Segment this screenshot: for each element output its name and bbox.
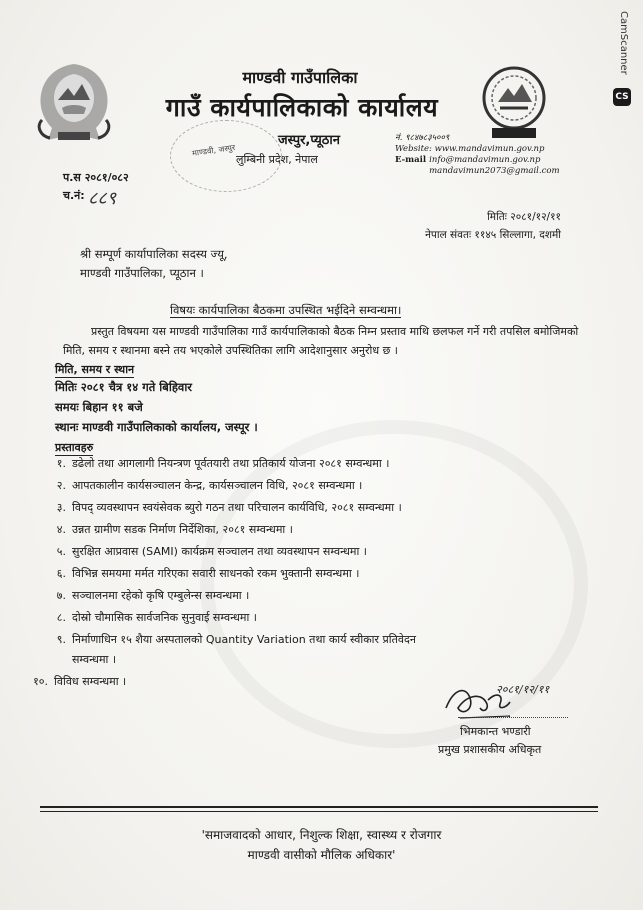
patra-sankhya: प.स २०८१/०८२ bbox=[63, 171, 129, 184]
proposal-number: ६. bbox=[56, 567, 66, 580]
footer-slogan-line-1: 'समाजवादको आधार, निशुल्क शिक्षा, स्वास्थ्य र रोजगार bbox=[201, 828, 442, 842]
footer-rule-thin bbox=[40, 811, 598, 812]
proposal-number: १. bbox=[56, 457, 66, 470]
chalani-number: ८८९ bbox=[88, 188, 117, 209]
letter-date: मितिः २०८१/१२/११ bbox=[487, 211, 561, 223]
meeting-time: समयः बिहान ११ बजे bbox=[55, 400, 143, 414]
address-line-1: जस्पुर,प्यूठान bbox=[278, 133, 340, 148]
municipality-logo-icon bbox=[478, 64, 550, 142]
proposal-text: दोस्रो चौमासिक सार्वजनिक सुनुवाई सम्वन्धमा । bbox=[72, 611, 257, 624]
meeting-date: मितिः २०८१ चैत्र १४ गते बिहिवार bbox=[55, 380, 192, 394]
office-stamp bbox=[170, 120, 282, 192]
nepal-sambat-date: नेपाल संवतः ११४५ सिल्लागा, दशमी bbox=[425, 229, 561, 241]
address-line-2: लुम्बिनी प्रदेश, नेपाल bbox=[236, 153, 318, 166]
proposal-text: सुरक्षित आप्रवास (SAMI) कार्यक्रम सञ्चालन तथा व्यवस्थापन सम्वन्धमा । bbox=[72, 545, 367, 558]
proposal-text: उन्नत ग्रामीण सडक निर्माण निर्देशिका, २०८१ सम्वन्धमा । bbox=[72, 523, 293, 536]
proposal-number: ३. bbox=[56, 501, 66, 514]
nepal-emblem-icon bbox=[28, 60, 120, 148]
signatory-designation: प्रमुख प्रशासकीय अधिकृत bbox=[438, 743, 542, 756]
proposal-number: १०. bbox=[33, 675, 48, 688]
proposal-text: सम्वन्धमा । bbox=[72, 653, 117, 666]
email-2: mandavimun2073@gmail.com bbox=[429, 166, 560, 176]
recipient-line-2: माण्डवी गाउँपालिका, प्यूठान । bbox=[80, 266, 204, 280]
proposal-text: विपद् व्यवस्थापन स्वयंसेवक ब्युरो गठन तथा परिचालन कार्यविधि, २०८१ सम्वन्धमा । bbox=[72, 501, 402, 514]
website: Website: www.mandavimun.gov.np bbox=[395, 144, 545, 154]
proposal-text: विविध सम्वन्धमा । bbox=[54, 675, 127, 688]
proposal-list bbox=[33, 456, 602, 688]
signature-rule bbox=[458, 717, 568, 718]
footer-slogan-line-2: माण्डवी वासीको मौलिक अधिकार' bbox=[247, 848, 396, 862]
body-paragraph: प्रस्तुत विषयमा यस माण्डवी गाउँपालिका गाउँ कार्यपालिकाको बैठक निम्न प्रस्ताव माथि छलफल गर्ने गरी तपसिल बमोजिमको मिति, समय र स्थानमा बस्ने तय भएकोले उपस्थितिका लागि आदेशानुसार अनुरोध छ । bbox=[63, 325, 579, 357]
meeting-place: स्थानः माण्डवी गाउँपालिकाको कार्यालय, जस्पूर । bbox=[55, 420, 258, 434]
subject-line bbox=[170, 303, 401, 318]
proposal-text: सञ्चालनमा रहेको कृषि एम्बुलेन्स सम्वन्धमा । bbox=[72, 589, 250, 602]
proposal-number: २. bbox=[56, 479, 66, 492]
phone-number: नं. ९८४७८३५००९ bbox=[395, 133, 450, 143]
chalani-label: च.नं: bbox=[63, 189, 85, 202]
stamp-text: माण्डवी, जस्पुर bbox=[191, 143, 236, 158]
proposal-number: ४. bbox=[56, 523, 66, 536]
camscanner-label: CamScanner bbox=[618, 11, 629, 75]
camscanner-logo-icon: CS bbox=[613, 88, 631, 106]
proposal-number: ९. bbox=[56, 633, 66, 646]
email-1: info@mandavimun.gov.np bbox=[429, 155, 541, 165]
municipality-name: माण्डवी गाउँपालिका bbox=[242, 68, 358, 87]
office-title: गाउँ कार्यपालिकाको कार्यालय bbox=[165, 93, 439, 122]
contact-block bbox=[395, 133, 560, 177]
proposals-label: प्रस्तावहरु bbox=[55, 441, 94, 454]
signatory-name: भिमकान्त भण्डारी bbox=[460, 725, 531, 738]
recipient-line-1: श्री सम्पूर्ण कार्यापालिका सदस्य ज्यू, bbox=[80, 247, 228, 261]
proposal-text: आपतकालीन कार्यसञ्चालन केन्द्र, कार्यसञ्चालन विधि, २०८१ सम्वन्धमा । bbox=[72, 479, 363, 492]
subject-text: विषयः कार्यपालिका बैठकमा उपस्थित भईदिने सम्वन्धमा। bbox=[170, 303, 402, 317]
signature-date: २०८१/१२/११ bbox=[496, 683, 550, 696]
proposal-text: विभिन्न समयमा मर्मत गरिएका सवारी साधनको रकम भुक्तानी सम्वन्धमा । bbox=[72, 567, 360, 580]
proposal-number: ७. bbox=[56, 589, 66, 602]
proposal-text: डढेलो तथा आगलागी नियन्त्रण पूर्वतयारी तथा प्रतिकार्य योजना २०८१ सम्वन्धमा । bbox=[72, 457, 390, 470]
footer-rule bbox=[40, 806, 598, 808]
proposal-text: निर्माणाधिन १५ शैया अस्पतालको Quantity Variation तथा कार्य स्वीकार प्रतिवेदन bbox=[72, 633, 416, 646]
proposal-number: ५. bbox=[56, 545, 66, 558]
proposal-number: ८. bbox=[56, 611, 66, 624]
meeting-section-label: मिति, समय र स्थान bbox=[55, 363, 135, 376]
email-label: E-mail bbox=[395, 155, 427, 165]
